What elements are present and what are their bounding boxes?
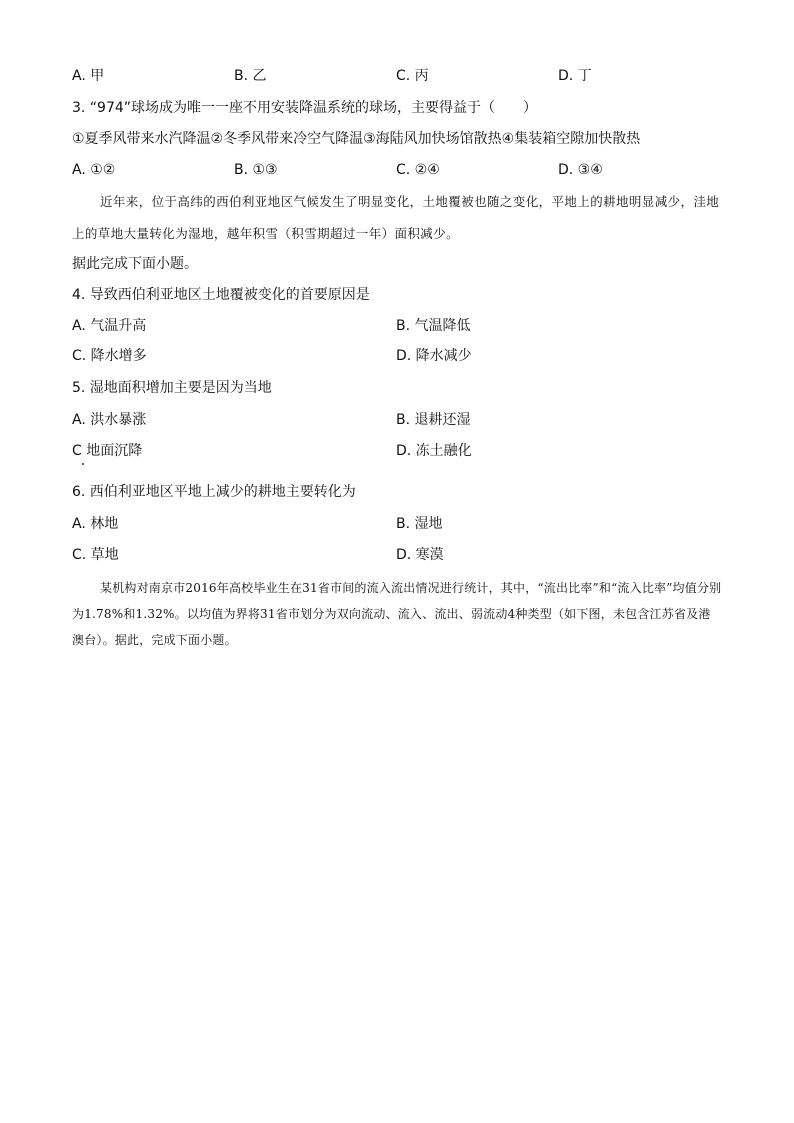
q4-option-d[interactable]: D. 降水减少 bbox=[396, 348, 472, 364]
q5-option-d[interactable]: D. 冻土融化 bbox=[396, 443, 472, 459]
q4-option-b[interactable]: B. 气温降低 bbox=[396, 318, 471, 334]
q4-option-a[interactable]: A. 气温升高 bbox=[72, 318, 147, 334]
passage-siberia: 近年来，位于高纬的西伯利亚地区气候发生了明显变化，土地覆被也随之变化，平地上的耕地明显减少，洼地上的草地大量转化为湿地，越年积雪（积雪期超过一年）面积减少。 bbox=[72, 194, 720, 241]
q3-option-c[interactable]: C. ②④ bbox=[396, 162, 440, 178]
stray-dot bbox=[82, 463, 84, 465]
q6-stem: 6. 西伯利亚地区平地上减少的耕地主要转化为 bbox=[72, 484, 356, 500]
q6-option-c[interactable]: C. 草地 bbox=[72, 547, 119, 563]
instruction-1: 据此完成下面小题。 bbox=[72, 256, 198, 272]
passage-nanjing-graduates: 某机构对南京市2016年高校毕业生在31省市间的流入流出情况进行统计，其中，“流出比率”和“流入比率”均值分别为1.78%和1.32%。以均值为界将31省市划分为双向流动、流入、流出、弱流动4种类型（如下图，未包含江苏省及港澳台）。据此，完成下面小题。 bbox=[72, 581, 722, 647]
q3-option-a[interactable]: A. ①② bbox=[72, 162, 116, 178]
q2-option-a[interactable]: A. 甲 bbox=[72, 68, 105, 84]
q4-option-c[interactable]: C. 降水增多 bbox=[72, 348, 147, 364]
q6-option-d[interactable]: D. 寒漠 bbox=[396, 547, 444, 563]
q3-option-b[interactable]: B. ①③ bbox=[234, 162, 278, 178]
q6-option-a[interactable]: A. 林地 bbox=[72, 516, 119, 532]
q3-statements: ①夏季风带来水汽降温②冬季风带来冷空气降温③海陆风加快场馆散热④集装箱空隙加快散热 bbox=[72, 131, 641, 147]
q2-option-c[interactable]: C. 丙 bbox=[396, 68, 429, 84]
q6-option-b[interactable]: B. 湿地 bbox=[396, 516, 443, 532]
q4-stem: 4. 导致西伯利亚地区土地覆被变化的首要原因是 bbox=[72, 287, 370, 303]
q2-option-b[interactable]: B. 乙 bbox=[234, 68, 267, 84]
q5-option-b[interactable]: B. 退耕还湿 bbox=[396, 412, 471, 428]
q3-option-d[interactable]: D. ③④ bbox=[558, 162, 603, 178]
q3-stem: 3. “974”球场成为唯一一座不用安装降温系统的球场，主要得益于（ ） bbox=[72, 100, 538, 116]
q2-option-d[interactable]: D. 丁 bbox=[558, 68, 592, 84]
q5-option-c[interactable]: C 地面沉降 bbox=[72, 443, 143, 459]
q5-option-a[interactable]: A. 洪水暴涨 bbox=[72, 412, 147, 428]
q5-stem: 5. 湿地面积增加主要是因为当地 bbox=[72, 380, 272, 396]
